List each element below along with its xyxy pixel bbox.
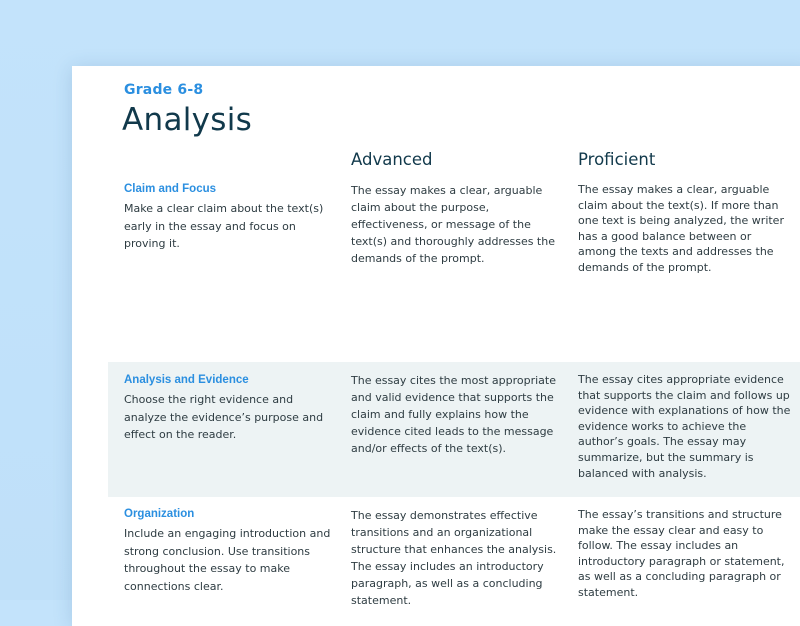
criterion-name: Claim and Focus [124,183,217,195]
criterion-name: Organization [124,508,195,520]
rubric-sheet [72,66,800,626]
rubric-row-analysis-evidence [108,362,800,497]
advanced-cell: The essay makes a clear, arguable claim about the purpose, effectiveness, or message of the text(s) and thoroughly addresses the demands of the prompt. [351,184,555,265]
proficient-cell: The essay’s transitions and structure make the essay clear and easy to follow. The essay includes an introductory paragraph or statement, as well as a concluding paragraph or statement. [578,508,785,599]
column-header-proficient: Proficient [578,150,656,169]
criterion-description: Include an engaging introduction and strong conclusion. Use transitions throughout the essay to make connections clear. [124,527,331,593]
criterion-cell [124,508,334,595]
rubric-row-claim-focus [108,176,800,362]
grade-label: Grade 6-8 [124,82,204,98]
rubric-row-organization [108,497,800,626]
proficient-cell: The essay makes a clear, arguable claim about the text(s). If more than one text is being analyzed, the writer has a good balance between or among the texts and addresses the demands of the prompt. [578,183,784,274]
advanced-cell: The essay cites the most appropriate and valid evidence that supports the claim and fully explains how the evidence cited leads to the message and/or effects of the text(s). [351,374,556,455]
criterion-cell [124,183,334,253]
criterion-description: Make a clear claim about the text(s) early in the essay and focus on proving it. [124,202,324,250]
advanced-cell: The essay demonstrates effective transitions and an organizational structure that enhances the analysis. The essay includes an introductory paragraph, as well as a concluding statement. [351,509,557,607]
criterion-name: Analysis and Evidence [124,374,249,386]
criterion-cell [124,374,334,444]
proficient-cell: The essay cites appropriate evidence that supports the claim and follows up evidence with explanations of how the evidence works to achieve the author’s goals. The essay may summarize, but the summary is balanced with analysis. [578,373,791,480]
column-header-advanced: Advanced [351,150,433,169]
criterion-description: Choose the right evidence and analyze the evidence’s purpose and effect on the reader. [124,393,324,441]
page-title: Analysis [122,102,253,138]
